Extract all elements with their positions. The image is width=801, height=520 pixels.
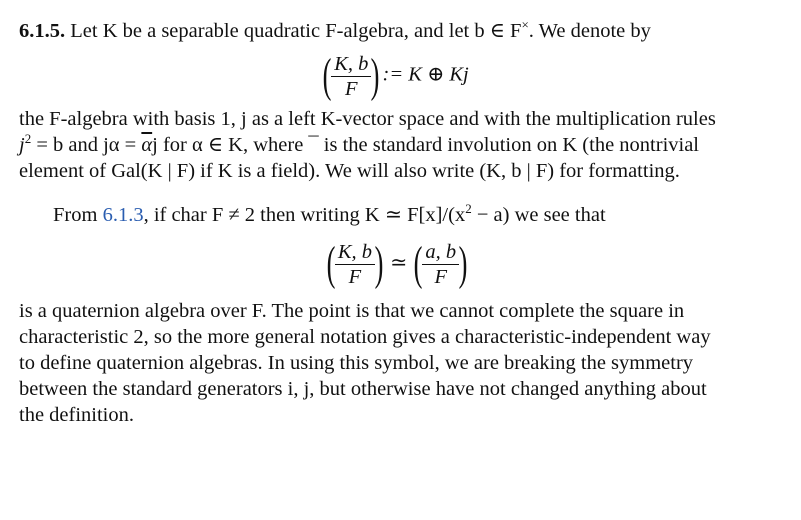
display-equation-2: ( $\frac{K, b}{F}$ ) ≃ ( $\frac{a, b}{F}$ ) bbox=[326, 237, 468, 290]
relation-symbol: ≃ bbox=[390, 251, 408, 274]
section-number: 6.1.5. bbox=[19, 20, 66, 42]
definition-intro bbox=[19, 18, 775, 44]
remark-paragraph: From 6.1.3, if char F ≠ 2 then writing K ≃ $F[x]/(x^2 - a)$ we see that bbox=[53, 201, 606, 226]
closing-paragraph: is a quaternion algebra over F. The point is that we cannot complete the square in characteristic 2, so the more general notation gives a characteristic-independent way to define quaternion algebras. In using this symbol, we are breaking the symmetry between the standard generators i, j, but otherwise have not changed anything about the definition. bbox=[19, 300, 711, 426]
display-equation-1: ( $\frac{K, b}{F}$ ) := K ⊕ Kj bbox=[322, 49, 469, 102]
display1-rhs: := K ⊕ Kj bbox=[382, 63, 469, 86]
reference-link-6-1-3[interactable]: 6.1.3 bbox=[102, 204, 144, 226]
intro-text: Let K be a separable quadratic F-algebra, and let b ∈ F bbox=[70, 20, 522, 42]
fraction-rhs: $\frac{a, b}{F}$ bbox=[422, 241, 459, 288]
fraction-symbol: $\frac{K, b}{F}$ bbox=[331, 53, 371, 100]
intro-end: . We denote by bbox=[528, 20, 651, 42]
definition-body: the F-algebra with basis 1, j as a left K-vector space and with the multiplication rules $j^2 = b$ and $j\alpha = \overline{\alpha}j$ for α ∈ K, where ¯ is the standard involution on K (the nontrivial element of Gal(K | F) if K is a field). We will also write (K, b | F) for formatting. bbox=[19, 108, 716, 182]
document-page bbox=[19, 18, 775, 428]
fraction-lhs: $\frac{K, b}{F}$ bbox=[335, 241, 375, 288]
intro-sup: × bbox=[521, 17, 529, 33]
